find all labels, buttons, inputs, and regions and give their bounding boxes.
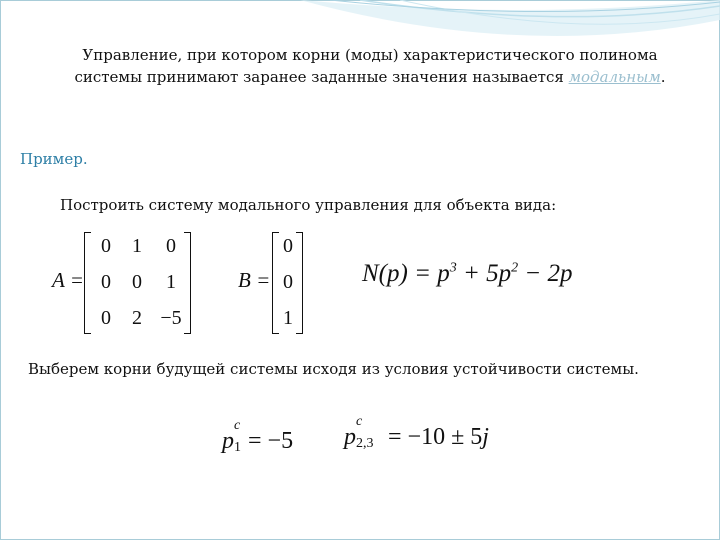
matrix-a-cell: 1 bbox=[166, 271, 176, 293]
p23-base: p bbox=[344, 424, 356, 450]
p23-j: j bbox=[482, 424, 489, 450]
matrix-b-cell: 1 bbox=[283, 307, 293, 329]
example-label: Пример. bbox=[20, 150, 88, 168]
np-tail: − 2p bbox=[518, 260, 573, 287]
np-p: p bbox=[437, 260, 450, 287]
p23-sup: c bbox=[356, 414, 363, 429]
matrix-a-cell: 1 bbox=[132, 235, 142, 257]
matrix-a-cell: 0 bbox=[101, 235, 111, 257]
p1-sup: c bbox=[234, 418, 241, 433]
p1-sub: 1 bbox=[234, 440, 241, 455]
matrix-b bbox=[276, 228, 300, 336]
matrix-a-cell: 0 bbox=[166, 235, 176, 257]
matrix-a-label: A = bbox=[52, 268, 84, 292]
np-exp3: 3 bbox=[449, 260, 457, 276]
matrix-a-cell: 0 bbox=[101, 271, 111, 293]
task-text: Построить систему модального управления для объекта вида: bbox=[60, 196, 557, 214]
matrix-a-cell: 0 bbox=[101, 307, 111, 329]
np-lhs: N(p) = bbox=[362, 260, 431, 287]
np-plus5p: + 5p bbox=[456, 260, 512, 287]
matrix-b-cell: 0 bbox=[283, 271, 293, 293]
root-p1 bbox=[222, 418, 294, 455]
slide-title bbox=[60, 44, 680, 88]
matrix-a bbox=[92, 228, 188, 336]
title-emphasis: модальным bbox=[568, 68, 661, 86]
root-p23 bbox=[344, 414, 489, 451]
matrix-b-label: B = bbox=[238, 268, 271, 292]
p1-rhs: = −5 bbox=[248, 428, 294, 454]
matrix-a-left-bracket bbox=[84, 232, 91, 334]
char-polynomial bbox=[362, 260, 572, 288]
p1-base: p bbox=[222, 428, 234, 454]
matrix-a-cell: −5 bbox=[160, 307, 182, 329]
p23-rhs: = −10 ± 5 bbox=[388, 424, 483, 450]
matrix-a-cell: 2 bbox=[132, 307, 142, 329]
title-end: . bbox=[660, 68, 666, 86]
choose-roots-text: Выберем корни будущей системы исходя из условия устойчивости системы. bbox=[28, 360, 639, 378]
p23-sub: 2,3 bbox=[356, 436, 374, 451]
matrix-a-cell: 0 bbox=[132, 271, 142, 293]
np-exp2: 2 bbox=[511, 260, 519, 276]
matrix-b-cell: 0 bbox=[283, 235, 293, 257]
title-text: Управление, при котором корни (моды) характеристического полинома системы принимают заранее заданные значения называется bbox=[74, 46, 658, 86]
